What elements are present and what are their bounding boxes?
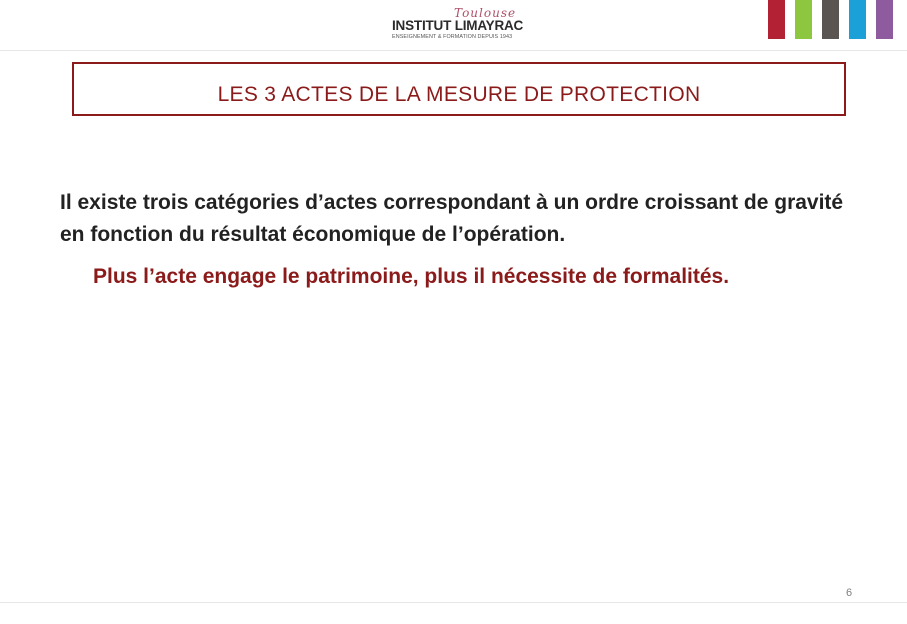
- slide-title-box: [72, 62, 846, 116]
- logo-script-text: Toulouse: [454, 6, 517, 20]
- slide-title: LES 3 ACTES DE LA MESURE DE PROTECTION: [217, 83, 701, 106]
- header-bar: [0, 0, 907, 51]
- logo-sub-text: ENSEIGNEMENT & FORMATION DEPUIS 1943: [392, 34, 513, 40]
- body-paragraph: Il existe trois catégories d’actes correspondant à un ordre croissant de gravité en fonction du résultat économique de l’opération.: [60, 191, 844, 246]
- color-bar: [822, 0, 839, 39]
- institut-limayrac-logo: [392, 6, 522, 42]
- color-bar: [795, 0, 812, 39]
- color-bar: [768, 0, 785, 39]
- logo-main-text: INSTITUT LIMAYRAC: [392, 18, 524, 33]
- footer-divider: [0, 602, 907, 603]
- color-bar: [876, 0, 893, 39]
- color-bar: [849, 0, 866, 39]
- highlight-paragraph: Plus l’acte engage le patrimoine, plus il nécessite de formalités.: [93, 265, 730, 288]
- page-number: 6: [846, 587, 853, 599]
